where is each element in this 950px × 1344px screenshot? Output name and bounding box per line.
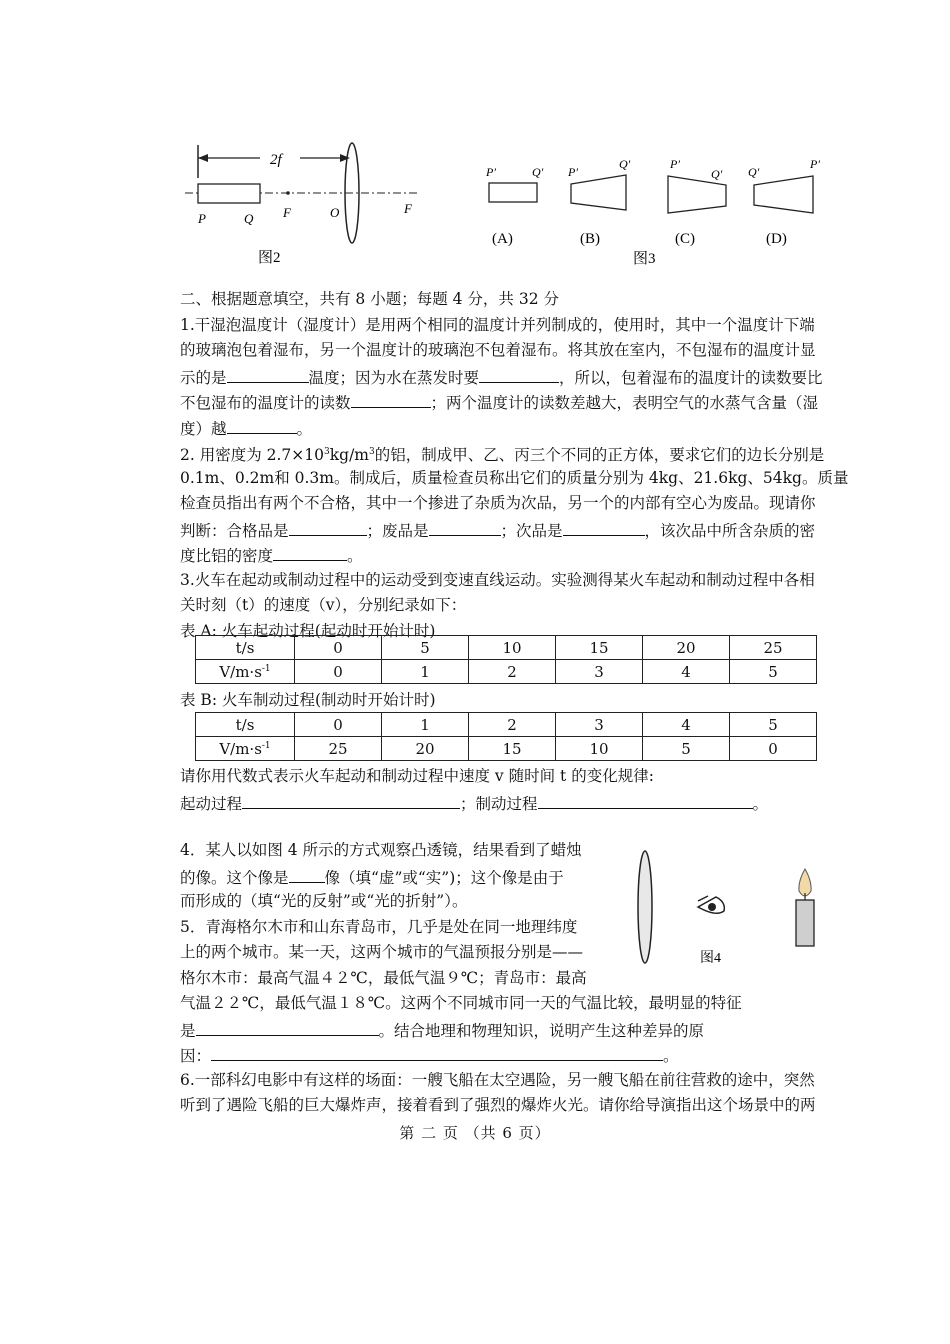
q1-text: 不包湿布的温度计的读数 <box>180 394 351 412</box>
q1-text: 温度；因为水在蒸发时要 <box>308 368 480 387</box>
q6-line-2: 听到了遇险飞船的巨大爆炸声，接着看到了强烈的爆炸火光。请你给导演指出这个场景中的两 <box>180 1096 816 1114</box>
option-a-shape <box>489 183 537 202</box>
option-a-q-label: Q′ <box>532 165 544 179</box>
unit-label: V/m·s <box>219 662 262 681</box>
q1-line-4 <box>180 389 865 415</box>
q1-line-1: 1.干湿泡温度计（湿度计）是用两个相同的温度计并列制成的，使用时，其中一个温度计下端 <box>180 315 815 334</box>
answer-blank[interactable] <box>289 517 367 536</box>
table-cell: 1 <box>382 660 469 684</box>
option-c-p-label: P′ <box>670 157 680 171</box>
figure-3-caption: 图3 <box>633 251 656 267</box>
table-cell: 20 <box>643 636 730 660</box>
option-d-label: (D) <box>766 231 787 247</box>
q2-line-5 <box>180 542 865 568</box>
answer-blank[interactable] <box>273 542 347 561</box>
q5-line-1: 5．青海格尔木市和山东青岛市，几乎是处在同一地理纬度 <box>180 917 578 936</box>
superscript: 3 <box>368 447 375 457</box>
q3-line-2: 关时刻（t）的速度（v），分别纪录如下： <box>180 596 467 614</box>
q2-line-2: 0.1m、0.2m和 0.3m。制成后，质量检查员称出它们的质量分别为 4kg、21.6kg、54kg。质量 <box>180 468 849 487</box>
q4-text: 的像。这个像是 <box>180 868 289 887</box>
table-a-title: 表 A: 火车起动过程(起动时开始计时) <box>180 621 436 640</box>
table-cell: 0 <box>295 713 382 737</box>
q5-text: 因： <box>180 1047 212 1065</box>
label-q: Q <box>244 211 254 226</box>
table-cell: 1 <box>382 713 469 737</box>
figure-3 <box>478 148 848 273</box>
unit-label: V/m·s <box>219 739 262 758</box>
table-row <box>196 737 817 761</box>
table-cell: 0 <box>295 636 382 660</box>
table-cell: 15 <box>469 737 556 761</box>
candle-icon <box>796 869 814 946</box>
q2-text: ，该次品中所含杂质的密 <box>644 521 816 540</box>
arrow-left-icon <box>198 154 208 162</box>
figure-2-diagram <box>180 140 425 270</box>
q3-text: 。 <box>752 794 769 813</box>
table-cell: 25 <box>730 636 817 660</box>
table-cell: t/s <box>196 713 295 737</box>
q2-text: kg/m <box>329 446 369 464</box>
table-cell: 5 <box>730 660 817 684</box>
option-c-q-label: Q′ <box>711 167 723 181</box>
q5-text: 。结合地理和物理知识，说明产生这种差异的原 <box>378 1021 705 1040</box>
q3-text: 起动过程 <box>180 794 243 813</box>
answer-blank[interactable] <box>227 364 309 383</box>
q2-text: 度比铝的密度 <box>180 547 274 565</box>
table-cell: 2 <box>469 713 556 737</box>
superscript: 3 <box>324 447 330 457</box>
option-b-label: (B) <box>580 231 600 247</box>
table-cell: 5 <box>730 713 817 737</box>
questions-block-1 <box>180 287 865 644</box>
option-c-shape <box>668 176 726 213</box>
option-d-q-label: Q′ <box>748 165 760 179</box>
answer-blank[interactable] <box>227 415 297 434</box>
table-cell: 4 <box>643 660 730 684</box>
q5-line-2: 上的两个城市。某一天，这两个城市的气温预报分别是—— <box>180 943 584 961</box>
q2-line-3: 检查员指出有两个不合格，其中一个掺进了杂质为次品，另一个的内部有空心为废品。现请你 <box>180 494 816 512</box>
q2-text: 2. 用密度为 2.7×10 <box>180 446 325 464</box>
label-2f: 2f <box>270 152 282 168</box>
table-cell: 5 <box>643 737 730 761</box>
q2-text: ；次品是 <box>500 521 563 540</box>
q2-text: ；废品是 <box>366 521 429 540</box>
table-cell: 0 <box>295 660 382 684</box>
label-f-right: F <box>404 201 412 216</box>
answer-blank[interactable] <box>479 364 559 383</box>
convex-lens-icon <box>638 851 652 963</box>
table-a <box>195 635 817 684</box>
label-p: P <box>198 211 206 226</box>
q4-line-1: 4．某人以如图 4 所示的方式观察凸透镜，结果看到了蜡烛 <box>180 841 582 859</box>
answer-blank[interactable] <box>563 517 645 536</box>
figure-3-diagram <box>478 148 848 273</box>
label-f-left: F <box>283 205 291 220</box>
table-cell: 0 <box>730 737 817 761</box>
q1-text: ，所以，包着湿布的温度计的读数要比 <box>559 368 823 387</box>
arrow-right-icon <box>340 154 350 162</box>
q3-line-1: 3.火车在起动或制动过程中的运动受到变速直线运动。实验测得某火车起动和制动过程中各相 <box>180 570 815 589</box>
option-d-p-label: P′ <box>810 157 820 171</box>
q2-text: 判断：合格品是 <box>180 521 289 540</box>
answer-blank[interactable] <box>242 790 460 809</box>
q4-text: 像（填“虚”或“实”)；这个像是由于 <box>324 868 564 887</box>
figure-4 <box>628 845 828 980</box>
section-title: 二、根据题意填空，共有 8 小题；每题 4 分，共 32 分 <box>180 290 560 308</box>
q6-line-1: 6.一部科幻电影中有这样的场面：一艘飞船在太空遇险，另一艘飞船在前往营救的途中，突然 <box>180 1070 815 1089</box>
answer-blank[interactable] <box>351 389 431 408</box>
q5-text: 。 <box>663 1047 679 1065</box>
q3-text: ；制动过程 <box>460 794 538 813</box>
option-b-shape <box>571 175 626 210</box>
table-cell: 20 <box>382 737 469 761</box>
table-cell: 10 <box>556 737 643 761</box>
table-b <box>195 712 817 761</box>
q5-line-5 <box>180 1017 865 1043</box>
table-cell <box>196 660 295 684</box>
table-cell: 5 <box>382 636 469 660</box>
table-cell: t/s <box>196 636 295 660</box>
q2-line-4 <box>180 517 865 543</box>
q3-answer-block <box>180 764 865 815</box>
q2-text: 的铝，制成甲、乙、丙三个不同的正方体，要求它们的边长分别是 <box>374 446 825 464</box>
q1-text: 度）越 <box>180 419 227 438</box>
table-cell: 3 <box>556 660 643 684</box>
eye-icon <box>698 896 724 913</box>
option-b-p-label: P′ <box>568 165 578 179</box>
q3-answer-line <box>180 790 865 816</box>
option-c-label: (C) <box>675 231 695 247</box>
q1-line-3 <box>180 364 865 390</box>
table-cell: 15 <box>556 636 643 660</box>
q1-text: 示的是 <box>180 368 227 387</box>
table-cell: 25 <box>295 737 382 761</box>
q5-line-4: 气温２２℃，最低气温１８℃。这两个不同城市同一天的气温比较，最明显的特征 <box>180 994 742 1012</box>
q3-prompt: 请你用代数式表示火车起动和制动过程中速度 v 随时间 t 的变化规律: <box>180 767 654 785</box>
answer-blank[interactable] <box>289 864 325 883</box>
table-cell: 10 <box>469 636 556 660</box>
q5-line-3: 格尔木市：最高气温４２℃，最低气温９℃；青岛市：最高 <box>180 968 587 987</box>
answer-blank[interactable] <box>211 1042 663 1061</box>
figure-4-caption: 图4 <box>700 951 721 966</box>
focus-point-left <box>286 191 290 195</box>
label-o: O <box>330 205 340 220</box>
q1-line-5 <box>180 415 865 441</box>
figure-2-caption: 图2 <box>258 250 281 266</box>
q5-line-6 <box>180 1042 865 1068</box>
q2-text: 。 <box>347 547 363 565</box>
superscript: -1 <box>261 740 271 751</box>
table-cell: 4 <box>643 713 730 737</box>
option-b-q-label: Q′ <box>619 157 631 171</box>
page-footer: 第 二 页 （共 6 页） <box>399 1124 551 1142</box>
q2-line-1 <box>180 440 865 466</box>
table-cell: 3 <box>556 713 643 737</box>
option-a-label: (A) <box>492 231 513 247</box>
answer-blank[interactable] <box>429 517 501 536</box>
table-cell: 2 <box>469 660 556 684</box>
table-row <box>196 636 817 660</box>
table-b-title: 表 B: 火车制动过程(制动时开始计时) <box>180 691 436 709</box>
superscript: -1 <box>261 663 271 674</box>
table-row <box>196 660 817 684</box>
q4-line-3: 而形成的（填“光的反射”或“光的折射”）。 <box>180 892 468 910</box>
q5-text: 是 <box>180 1021 196 1040</box>
q1-line-2: 的玻璃泡包着湿布，另一个温度计的玻璃泡不包着湿布。将其放在室内，不包湿布的温度计显 <box>180 341 816 359</box>
figure-4-diagram <box>628 845 828 980</box>
q1-text: ；两个温度计的读数差越大，表明空气的水蒸气含量（湿 <box>430 394 819 412</box>
answer-blank[interactable] <box>196 1017 379 1036</box>
object-pq <box>198 184 260 203</box>
answer-blank[interactable] <box>538 790 753 809</box>
option-a-p-label: P′ <box>486 165 496 179</box>
option-d-shape <box>754 176 813 213</box>
table-cell <box>196 737 295 761</box>
q1-text: 。 <box>296 419 313 438</box>
figure-2 <box>180 140 425 270</box>
table-row <box>196 713 817 737</box>
